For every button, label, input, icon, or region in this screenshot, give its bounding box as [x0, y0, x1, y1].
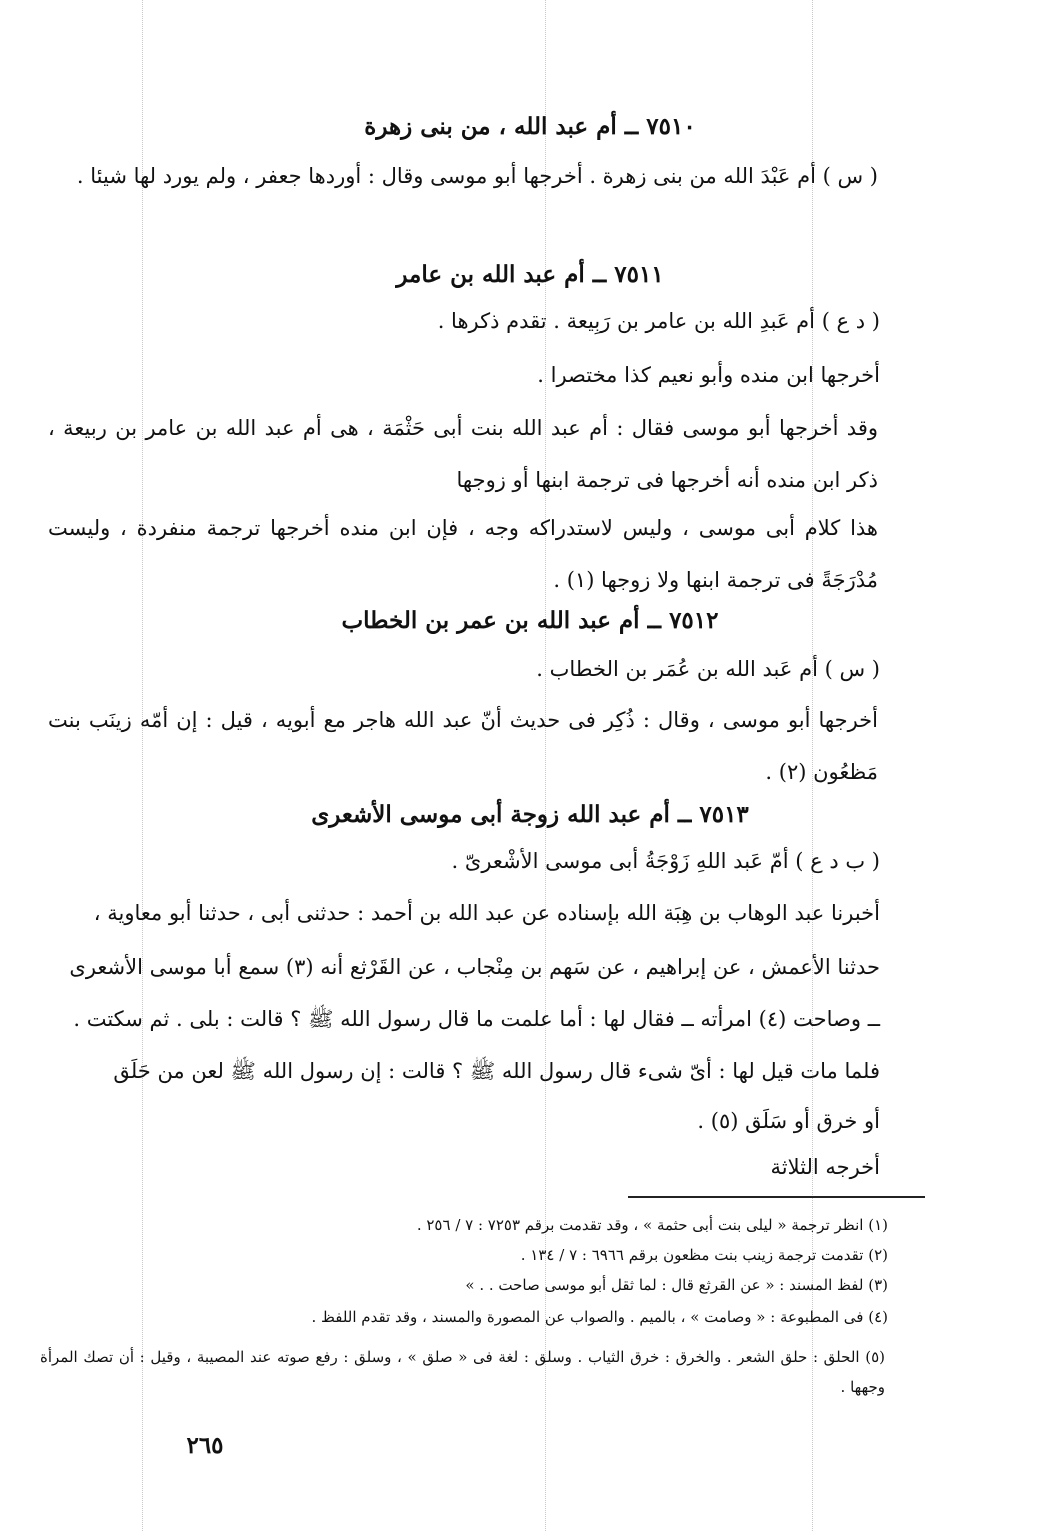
isnad-line: أو خرق أو سَلَق (٥) . — [697, 1109, 880, 1133]
entry-heading: ٧٥١٢ ــ أم عبد الله بن عمر بن الخطاب — [341, 607, 719, 634]
isnad-line: فلما مات قيل لها : أىّ شىء قال رسول الله ﷺ ؟ قالت : إن رسول الله ﷺ لعن من حَلَق — [113, 1059, 880, 1083]
footnote-separator — [628, 1196, 925, 1198]
isnad-line: أخبرنا عبد الوهاب بن هِبَة الله بإسناده عن عبد الله بن أحمد : حدثنى أبى ، حدثنا أبو معاوية ، — [93, 901, 880, 925]
entry-heading: ٧٥١٠ ــ أم عبد الله ، من بنى زهرة — [364, 113, 696, 140]
entry-heading: ٧٥١٣ ــ أم عبد الله زوجة أبى موسى الأشعرى — [311, 801, 749, 828]
entry-paragraph: ( س ) أم عَبْدَ الله من بنى زهرة . أخرجها أبو موسى وقال : أوردها جعفر ، ولم يورد لها شيئا . — [76, 164, 878, 188]
isnad-line: ــ وصاحت (٤) امرأته ــ فقال لها : أما علمت ما قال رسول الله ﷺ ؟ قالت : بلى . ثم سكتت . — [73, 1007, 880, 1031]
entry-closing: أخرجه الثلاثة — [770, 1155, 880, 1179]
entry-paragraph: ( س ) أم عَبد الله بن عُمَر بن الخطاب . — [536, 657, 880, 681]
footnote: (١) انظر ترجمة « ليلى بنت أبى حثمة » ، وقد تقدمت برقم ٧٢٥٣ : ٧ / ٢٥٦ . — [416, 1216, 888, 1234]
entry-paragraph: هذا كلام أبى موسى ، وليس لاستدراكه وجه ، فإن ابن منده أخرجها ترجمة منفردة ، وليست مُدْرَجَةً فى ترجمة ابنها ولا زوجها (١) . — [48, 516, 878, 592]
entry-paragraph: أخرجها أبو موسى ، وقال : ذُكِر فى حديث أنّ عبد الله هاجر مع أبويه ، قيل : إن أمّه زينَب بنت مَظعُون (٢) . — [48, 708, 878, 784]
entry-paragraph: أخرجها ابن منده وأبو نعيم كذا مختصرا . — [537, 363, 880, 387]
footnote: (٤) فى المطبوعة : « وصامت » ، بالميم . والصواب عن المصورة والمسند ، وقد تقدم اللفظ . — [311, 1308, 888, 1326]
entry-paragraph: ( ب د ع ) أمّ عَبد اللهِ زَوْجَةُ أبى موسى الأشْعرىّ . — [451, 849, 880, 873]
isnad-line: حدثنا الأعمش ، عن إبراهيم ، عن سَهم بن مِنْجاب ، عن القَرْثع أنه (٣) سمع أبا موسى الأشعرى — [69, 955, 880, 979]
entry-heading: ٧٥١١ ــ أم عبد الله بن عامر — [396, 261, 664, 288]
entry-paragraph: ( د ع ) أم عَبدِ الله بن عامر بن رَبِيعة . تقدم ذكرها . — [437, 309, 880, 333]
entry-paragraph: وقد أخرجها أبو موسى فقال : أم عبد الله بنت أبى حَثْمَة ، هى أم عبد الله بن عامر بن ربيعة ، ذكر ابن منده أنه أخرجها فى ترجمة ابنها أو زوجها — [48, 416, 878, 492]
footnote: (٥) الحلق : حلق الشعر . والخرق : خرق الثياب . وسلق : لغة فى « صلق » ، وسلق : رفع صوته عند المصيبة ، وقيل : أن تصك المرأة وجهها . — [40, 1348, 885, 1396]
footnote: (٢) تقدمت ترجمة زينب بنت مظعون برقم ٦٩٦٦ : ٧ / ١٣٤ . — [520, 1246, 888, 1264]
footnote: (٣) لفظ المسند : « عن القرثع قال : لما ثقل أبو موسى صاحت . . » — [465, 1276, 888, 1294]
page-number: ٢٦٥ — [186, 1432, 224, 1459]
